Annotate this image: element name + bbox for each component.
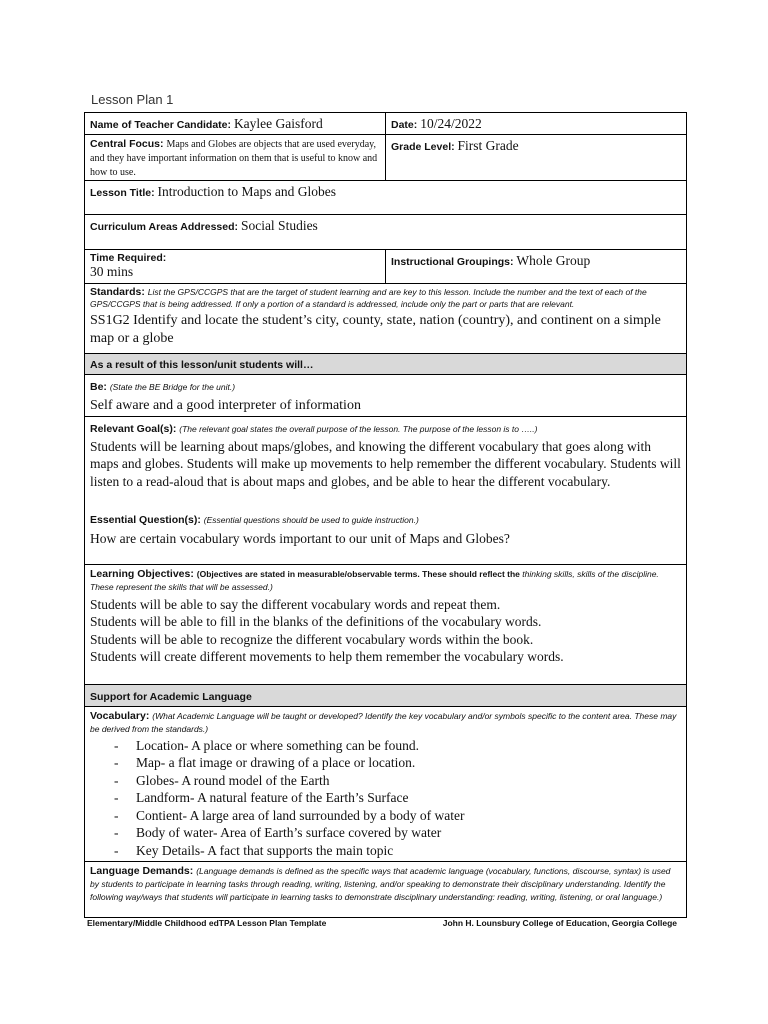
language-demands-cell [85, 861, 687, 917]
be-note: (State the BE Bridge for the unit.) [109, 382, 236, 392]
result-heading-cell [85, 354, 687, 375]
bullet-dash: - [114, 755, 119, 770]
central-focus-label: Central Focus: [90, 138, 167, 150]
candidate-cell [85, 113, 386, 135]
objectives-label: Learning Objectives: [90, 567, 197, 580]
groupings-value: Whole Group [516, 253, 591, 268]
curriculum-label: Curriculum Areas Addressed: [90, 221, 241, 233]
date-cell [386, 113, 687, 135]
document-title: Lesson Plan 1 [91, 92, 174, 107]
time-value: 30 mins [90, 264, 134, 279]
goals-cell [85, 416, 687, 564]
vocabulary-item [114, 842, 681, 860]
groupings-label: Instructional Groupings: [391, 256, 517, 268]
grade-cell [386, 135, 687, 181]
vocabulary-item [114, 789, 681, 807]
grade-label: Grade Level: [391, 141, 458, 153]
time-label: Time Required: [90, 252, 167, 264]
language-demands-note: (Language demands is defined as the specific ways that academic language (vocabulary, functions, discourse, syntax) is used by students to participate in learning tasks through reading, writing, listening, and/or speaking to demonstrate their disciplinary understanding. Identify the following way/ways that students will participate in learning tasks to demonstrate disciplinary understanding: reading, writing, listening, or oral language.) [90, 865, 671, 902]
objective-item: Students will be able to fill in the blanks of the definitions of the vocabulary words. [90, 614, 542, 629]
relevant-goals-value: Students will be learning about maps/globes, and knowing the different vocabulary that goes along with maps and globes. Students will make up movements to help remember the different vocabulary. Students will listen to a read-aloud that is about maps and globes, and be able to hear the different vocabulary. [90, 438, 681, 489]
objective-item: Students will create different movements to help them remember the vocabulary words. [90, 649, 564, 664]
candidate-value: Kaylee Gaisford [233, 116, 323, 131]
vocabulary-item [114, 807, 681, 825]
candidate-row [85, 113, 687, 135]
standards-note: List the GPS/CCGPS that are the target of student learning and are key to this lesson. Include the number and the text of each of the GPS/CCGPS that is being addressed. If only a portion of a standard is addressed, include only the part or parts that are relevant. [90, 287, 647, 309]
objectives-note-bold: (Objectives are stated in measurable/observable terms. These should reflect the [196, 568, 523, 579]
lesson-title-label: Lesson Title: [90, 187, 158, 199]
vocabulary-text: Globes- A round model of the Earth [136, 772, 330, 788]
vocabulary-label: Vocabulary: [90, 709, 153, 722]
grade-value: First Grade [457, 138, 519, 153]
be-cell [85, 375, 687, 417]
vocabulary-item [114, 737, 681, 755]
objective-item: Students will be able to recognize the different vocabulary words within the book. [90, 631, 534, 647]
language-demands-row [85, 861, 687, 917]
academic-language-heading: Support for Academic Language [90, 690, 252, 703]
vocabulary-item [114, 772, 681, 790]
bullet-dash: - [114, 737, 119, 753]
candidate-label: Name of Teacher Candidate: [90, 119, 234, 131]
relevant-goals-note: (The relevant goal states the overall purpose of the lesson. The purpose of the lesson is to …..) [179, 423, 538, 434]
vocabulary-row [85, 706, 687, 861]
lesson-title-value: Introduction to Maps and Globes [157, 184, 336, 199]
goals-row [85, 416, 687, 564]
vocabulary-item [114, 754, 681, 772]
groupings-cell [386, 250, 687, 284]
curriculum-row [85, 215, 687, 250]
result-heading-row [85, 354, 687, 375]
essential-questions-note: (Essential questions should be used to guide instruction.) [203, 515, 419, 525]
vocabulary-text: Key Details- A fact that supports the main topic [136, 842, 394, 858]
vocabulary-item [114, 824, 681, 842]
time-cell [85, 250, 386, 284]
vocabulary-cell [85, 706, 687, 861]
bullet-dash: - [114, 842, 119, 858]
objectives-cell [85, 564, 687, 684]
date-value: 10/24/2022 [420, 116, 482, 131]
vocabulary-note: (What Academic Language will be taught or developed? Identify the key vocabulary and/or symbols specific to the content area. These may be derived from the standards.) [90, 710, 677, 734]
bullet-dash: - [114, 807, 119, 823]
bullet-dash: - [114, 790, 119, 805]
footer-template-name: Elementary/Middle Childhood edTPA Lesson Plan Template [87, 918, 327, 928]
objectives-list [90, 596, 681, 666]
academic-language-row [85, 684, 687, 706]
bullet-dash: - [114, 825, 119, 840]
standards-value: SS1G2 Identify and locate the student’s city, county, state, nation (country), and continent on a simple map or a globe [90, 313, 661, 346]
standards-row [85, 284, 687, 354]
curriculum-value: Social Studies [240, 218, 318, 233]
date-label: Date: [391, 119, 421, 131]
academic-language-cell [85, 684, 687, 706]
language-demands-label: Language Demands: [90, 864, 197, 877]
lesson-plan-table [84, 112, 687, 918]
vocabulary-text: Body of water- Area of Earth’s surface covered by water [136, 825, 442, 840]
vocabulary-list [90, 737, 681, 860]
objectives-row [85, 564, 687, 684]
objectives-note-italic: thinking skills, skills of the discipline. These represent the skills that will be assessed.) [90, 568, 659, 592]
standards-label: Standards: [90, 286, 148, 298]
time-row [85, 250, 687, 284]
vocabulary-text: Contient- A large area of land surrounded by a body of water [136, 807, 465, 823]
be-value: Self aware and a good interpreter of information [90, 398, 361, 413]
vocabulary-text: Map- a flat image or drawing of a place or location. [136, 755, 416, 770]
curriculum-cell [85, 215, 687, 250]
lesson-title-row [85, 181, 687, 215]
vocabulary-text: Landform- A natural feature of the Earth’s Surface [136, 790, 409, 805]
be-label: Be: [90, 381, 110, 393]
essential-questions-value: How are certain vocabulary words important to our unit of Maps and Globes? [90, 531, 510, 546]
lesson-title-cell [85, 181, 687, 215]
central-focus-value: Maps and Globes are objects that are used everyday, and they have important information on them that is useful to know and how to use. [90, 139, 378, 178]
footer-college-name: John H. Lounsbury College of Education, Georgia College [442, 918, 677, 928]
essential-questions-label: Essential Question(s): [90, 514, 204, 526]
result-heading: As a result of this lesson/unit students will… [90, 359, 314, 371]
bullet-dash: - [114, 772, 119, 788]
relevant-goals-label: Relevant Goal(s): [90, 422, 180, 435]
standards-cell [85, 284, 687, 354]
objective-item: Students will be able to say the different vocabulary words and repeat them. [90, 596, 501, 612]
central-focus-cell [85, 135, 386, 181]
be-row [85, 375, 687, 417]
central-focus-row [85, 135, 687, 181]
vocabulary-text: Location- A place or where something can be found. [136, 737, 420, 753]
